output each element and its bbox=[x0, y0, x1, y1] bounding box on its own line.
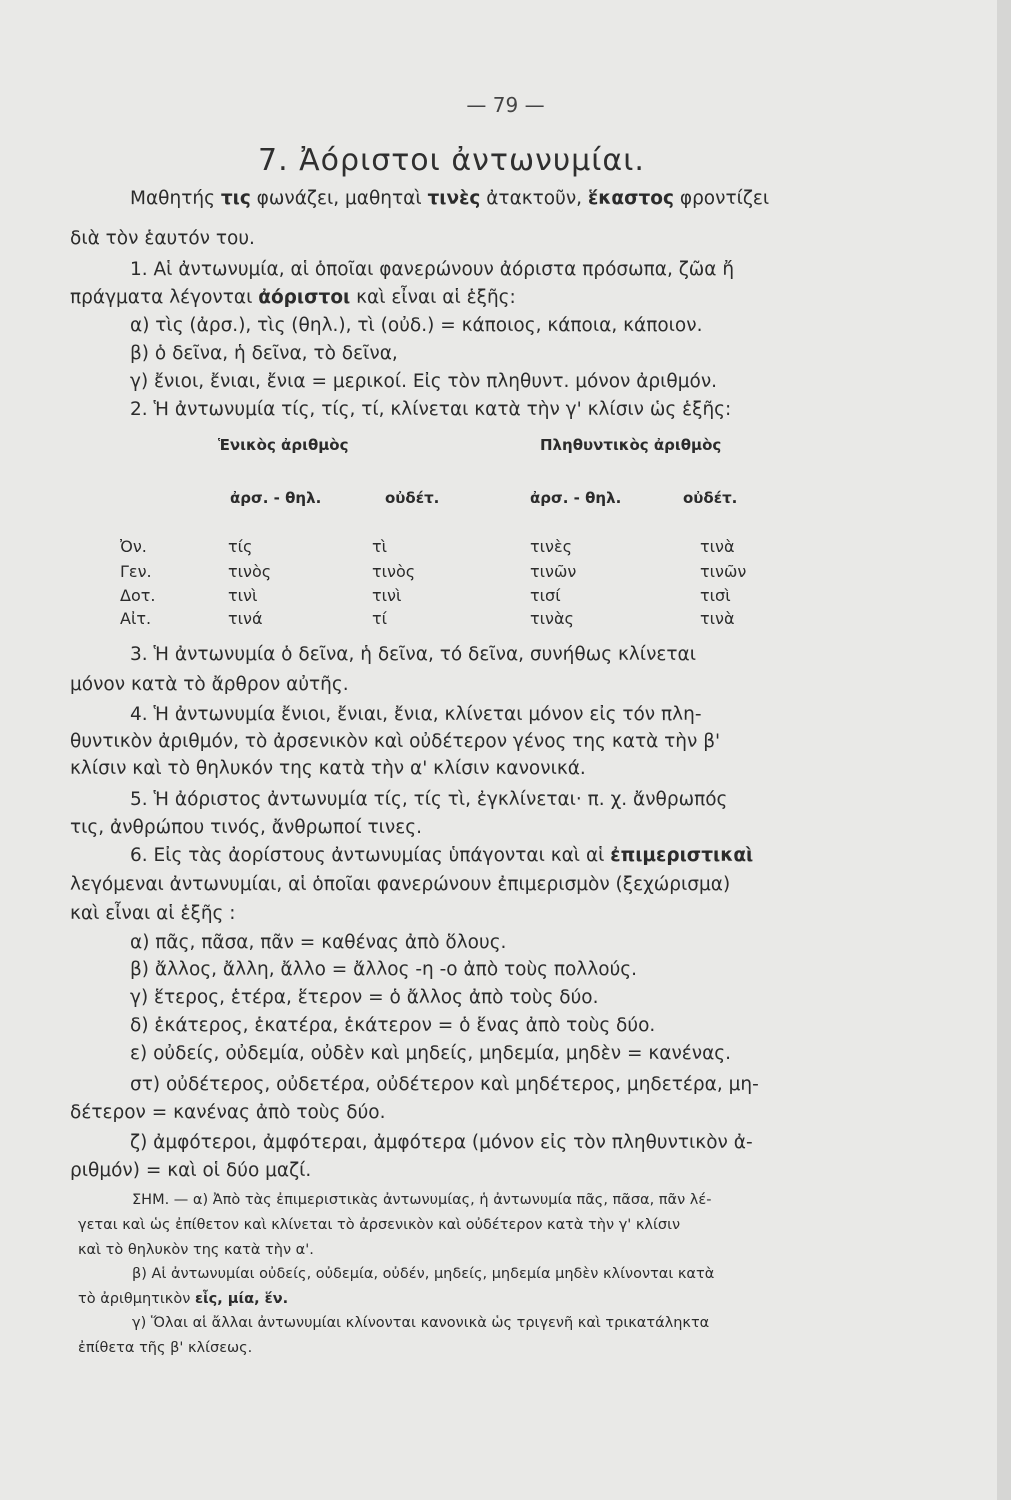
para-6-item-st-1: στ) οὐδέτερος, οὐδετέρα, οὐδέτερον καὶ μηδέτερος, μηδετέρα, μη- bbox=[130, 1074, 759, 1095]
table-cell: τινὰς bbox=[530, 609, 574, 628]
note-line-1: ΣΗΜ. — α) Ἀπὸ τὰς ἐπιμεριστικὰς ἀντωνυμίας, ἡ ἀντωνυμία πᾶς, πᾶσα, πᾶν λέ- bbox=[132, 1192, 712, 1208]
case-label: Δοτ. bbox=[120, 586, 156, 605]
para-2-line: 2. Ἡ ἀντωνυμία τίς, τίς, τί, κλίνεται κατὰ τὴν γ' κλίσιν ὡς ἑξῆς: bbox=[130, 399, 732, 420]
para-5-line-2: τις, ἀνθρώπου τινός, ἄνθρωποί τινες. bbox=[70, 817, 422, 838]
note-line-2: γεται καὶ ὡς ἐπίθετον καὶ κλίνεται τὸ ἀρσενικὸν καὶ οὐδέτερον κατὰ τὴν γ' κλίσιν bbox=[78, 1217, 681, 1233]
table-cell: τινὸς bbox=[228, 562, 272, 581]
para-4-line-1: 4. Ἡ ἀντωνυμία ἔνιοι, ἔνιαι, ἔνια, κλίνεται μόνον εἰς τόν πλη- bbox=[130, 704, 702, 725]
note-line-5: τὸ ἀριθμητικὸν εἷς, μία, ἕν. bbox=[78, 1291, 289, 1307]
plural-header: Πληθυντικὸς ἀριθμὸς bbox=[540, 436, 722, 454]
table-cell: τινὲς bbox=[530, 537, 573, 556]
para-1-line-1: 1. Αἱ ἀντωνυμία, αἱ ὁποῖαι φανερώνουν ἀόριστα πρόσωπα, ζῶα ἤ bbox=[130, 259, 735, 280]
note-line-6: γ) Ὅλαι αἱ ἄλλαι ἀντωνυμίαι κλίνονται κανονικὰ ὡς τριγενῆ καὶ τρικατάληκτα bbox=[132, 1315, 710, 1331]
table-cell: τισὶ bbox=[700, 586, 731, 605]
col-header: ἀρσ. - θηλ. bbox=[230, 489, 322, 507]
table-cell: τινὶ bbox=[228, 586, 258, 605]
intro-line-2: διὰ τὸν ἑαυτόν του. bbox=[70, 228, 255, 249]
para-6-item-b: β) ἄλλος, ἄλλη, ἄλλο = ἄλλος -η -ο ἀπὸ τοὺς πολλούς. bbox=[130, 959, 638, 980]
para-4-line-3: κλίσιν καὶ τὸ θηλυκόν της κατὰ τὴν α' κλίσιν κανονικά. bbox=[70, 758, 586, 779]
page-edge bbox=[997, 0, 1011, 1500]
para-6-item-a: α) πᾶς, πᾶσα, πᾶν = καθένας ἀπὸ ὅλους. bbox=[130, 932, 507, 953]
note-line-4: β) Αἱ ἀντωνυμίαι οὐδείς, οὐδεμία, οὐδέν, μηδείς, μηδεμία μηδὲν κλίνονται κατὰ bbox=[132, 1266, 715, 1282]
para-1-item-c: γ) ἔνιοι, ἔνιαι, ἔνια = μερικοί. Εἰς τὸν πληθυντ. μόνον ἀριθμόν. bbox=[130, 371, 718, 392]
para-6-item-z-1: ζ) ἀμφότεροι, ἀμφότεραι, ἀμφότερα (μόνον εἰς τὸν πληθυντικὸν ἀ- bbox=[130, 1132, 753, 1153]
para-6-line-3: καὶ εἶναι αἱ ἑξῆς : bbox=[70, 903, 236, 924]
note-line-7: ἐπίθετα τῆς β' κλίσεως. bbox=[78, 1340, 253, 1356]
table-cell: τινὰ bbox=[700, 537, 735, 556]
col-header: οὐδέτ. bbox=[385, 489, 440, 507]
section-title: 7. Ἀόριστοι ἀντωνυμίαι. bbox=[258, 143, 645, 178]
table-cell: τὶ bbox=[372, 537, 388, 556]
page-number: — 79 — bbox=[466, 93, 545, 117]
table-cell: τινὸς bbox=[372, 562, 416, 581]
para-1-line-2: πράγματα λέγονται ἀόριστοι καὶ εἶναι αἱ ἑξῆς: bbox=[70, 287, 516, 308]
table-cell: τίς bbox=[228, 537, 253, 556]
note-line-3: καὶ τὸ θηλυκὸν της κατὰ τὴν α'. bbox=[78, 1242, 314, 1258]
para-6-item-z-2: ριθμόν) = καὶ οἱ δύο μαζί. bbox=[70, 1160, 312, 1181]
para-1-item-b: β) ὁ δεῖνα, ἡ δεῖνα, τὸ δεῖνα, bbox=[130, 343, 398, 364]
col-header: οὐδέτ. bbox=[683, 489, 738, 507]
intro-line-1: Μαθητής τις φωνάζει, μαθηταὶ τινὲς ἀτακτοῦν, ἕκαστος φροντίζει bbox=[130, 188, 770, 209]
table-cell: τινά bbox=[228, 609, 263, 628]
case-label: Αἰτ. bbox=[120, 609, 152, 628]
para-5-line-1: 5. Ἡ ἀόριστος ἀντωνυμία τίς, τίς τὶ, ἐγκλίνεται· π. χ. ἄνθρωπός bbox=[130, 789, 728, 810]
para-3-line-1: 3. Ἡ ἀντωνυμία ὁ δεῖνα, ἡ δεῖνα, τό δεῖνα, συνήθως κλίνεται bbox=[130, 644, 696, 665]
case-label: Ὀν. bbox=[120, 537, 147, 556]
table-cell: τινῶν bbox=[700, 562, 747, 581]
para-6-item-e: ε) οὐδείς, οὐδεμία, οὐδὲν καὶ μηδείς, μηδεμία, μηδὲν = κανένας. bbox=[130, 1043, 732, 1064]
para-6-item-c: γ) ἕτερος, ἑτέρα, ἕτερον = ὁ ἄλλος ἀπὸ τοὺς δύο. bbox=[130, 987, 599, 1008]
singular-header: Ἑνικὸς ἀριθμὸς bbox=[218, 436, 349, 454]
para-1-item-a: α) τὶς (ἀρσ.), τὶς (θηλ.), τὶ (οὐδ.) = κάποιος, κάποια, κάποιον. bbox=[130, 315, 703, 336]
case-label: Γεν. bbox=[120, 562, 152, 581]
table-cell: τινὰ bbox=[700, 609, 735, 628]
table-cell: τί bbox=[372, 609, 388, 628]
table-cell: τινὶ bbox=[372, 586, 402, 605]
table-cell: τινῶν bbox=[530, 562, 577, 581]
para-4-line-2: θυντικὸν ἀριθμόν, τὸ ἀρσενικὸν καὶ οὐδέτερον γένος της κατὰ τὴν β' bbox=[70, 731, 721, 752]
para-6-item-d: δ) ἑκάτερος, ἑκατέρα, ἑκάτερον = ὁ ἕνας ἀπὸ τοὺς δύο. bbox=[130, 1015, 656, 1036]
para-6-item-st-2: δέτερον = κανένας ἀπὸ τοὺς δύο. bbox=[70, 1102, 386, 1123]
para-6-line-1: 6. Εἰς τὰς ἀορίστους ἀντωνυμίας ὑπάγονται καὶ αἱ ἐπιμεριστικαὶ bbox=[130, 845, 754, 866]
table-cell: τισί bbox=[530, 586, 561, 605]
para-6-line-2: λεγόμεναι ἀντωνυμίαι, αἱ ὁποῖαι φανερώνουν ἐπιμερισμὸν (ξεχώρισμα) bbox=[70, 874, 731, 895]
para-3-line-2: μόνον κατὰ τὸ ἄρθρον αὐτῆς. bbox=[70, 674, 349, 695]
col-header: ἀρσ. - θηλ. bbox=[530, 489, 622, 507]
